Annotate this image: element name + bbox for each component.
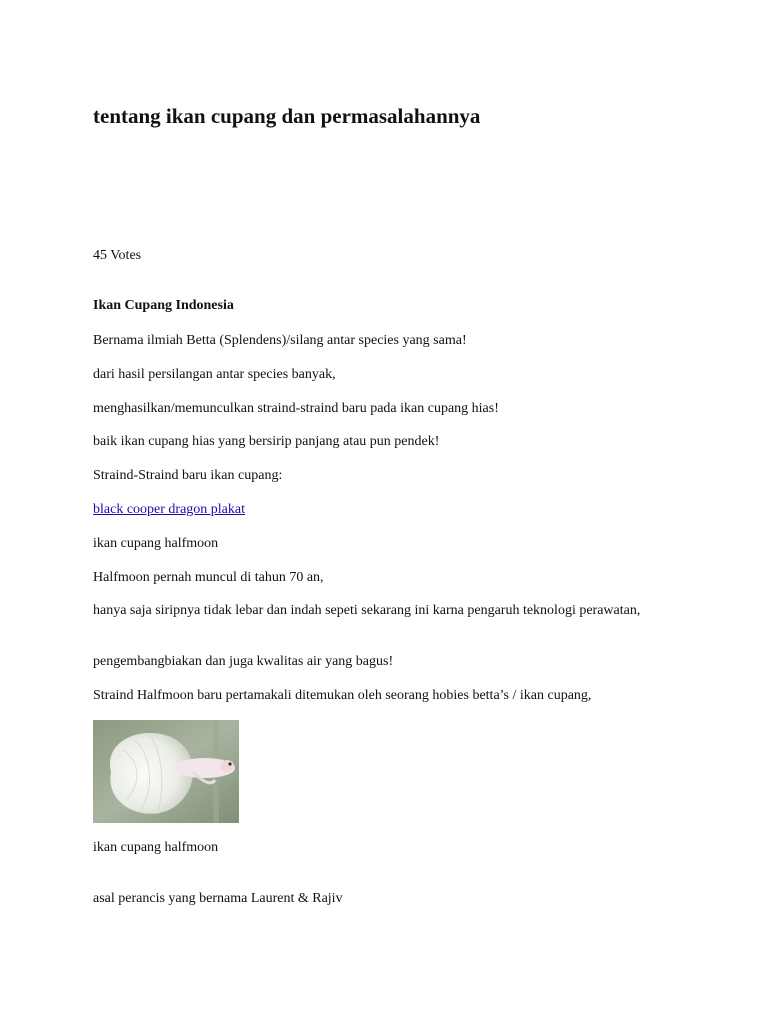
paragraph: Halfmoon pernah muncul di tahun 70 an, [93,570,324,585]
paragraph: baik ikan cupang hias yang bersirip panjang atau pun pendek! [93,434,440,449]
page-title: tentang ikan cupang dan permasalahannya [93,104,481,128]
paragraph: Straind Halfmoon baru pertamakali ditemukan oleh seorang hobies betta’s / ikan cupang, [93,688,592,703]
paragraph: menghasilkan/memunculkan straind-straind baru pada ikan cupang hias! [93,401,499,416]
votes-count: 45 Votes [93,248,142,263]
paragraph: hanya saja siripnya tidak lebar dan indah sepeti sekarang ini karna pengaruh teknologi perawatan, [93,603,641,618]
paragraph: ikan cupang halfmoon [93,536,219,551]
paragraph: Straind-Straind baru ikan cupang: [93,468,283,483]
strain-link-line [93,502,653,518]
strain-link[interactable]: black cooper dragon plakat [93,502,245,517]
section-heading: Ikan Cupang Indonesia [93,298,234,313]
image-caption: ikan cupang halfmoon [93,840,219,855]
paragraph: asal perancis yang bernama Laurent & Rajiv [93,891,343,906]
paragraph: pengembangbiakan dan juga kwalitas air yang bagus! [93,654,394,669]
paragraph: dari hasil persilangan antar species banyak, [93,367,336,382]
halfmoon-betta-image [93,720,239,823]
paragraph: Bernama ilmiah Betta (Splendens)/silang antar species yang sama! [93,333,467,348]
